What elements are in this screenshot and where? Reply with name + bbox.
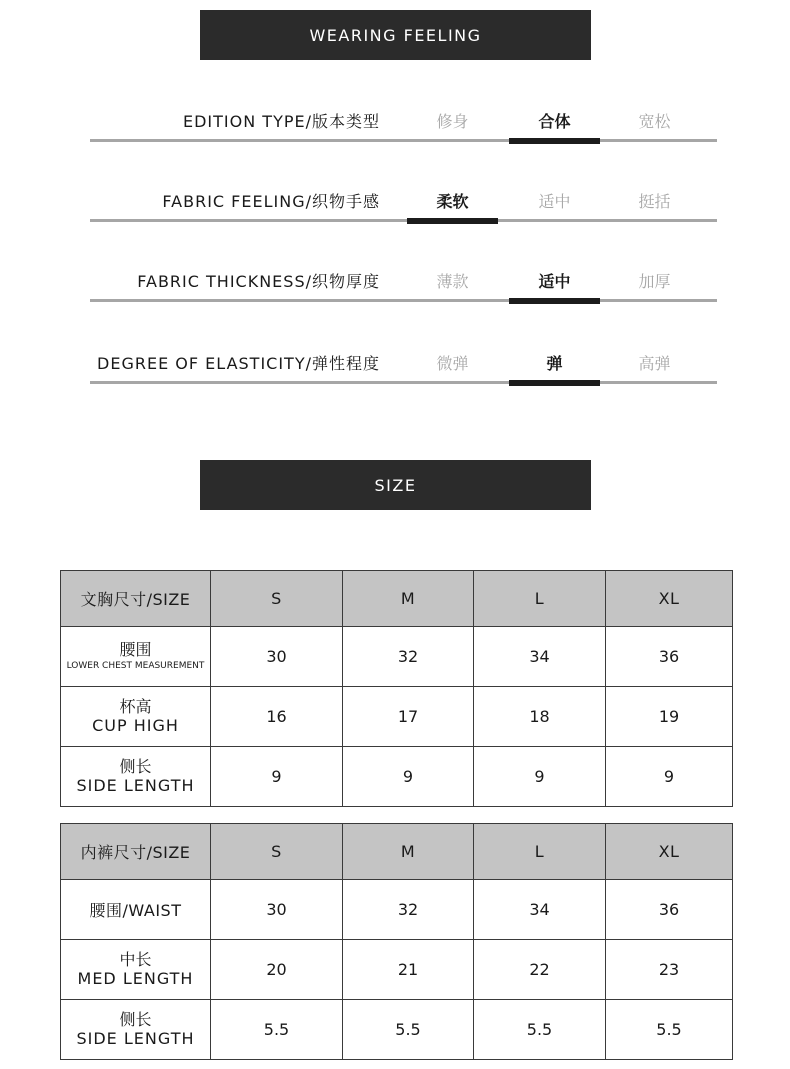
table-row — [61, 880, 733, 940]
size-value-cell: 5.5 — [211, 1000, 343, 1060]
measurement-label-zh: 中长 — [119, 949, 152, 969]
feeling-row — [90, 182, 717, 222]
size-value-cell: 9 — [343, 747, 474, 807]
size-value-cell: 30 — [211, 880, 343, 940]
size-column-header: S — [211, 824, 343, 880]
table-row — [61, 747, 733, 807]
feeling-row-label: FABRIC FEELING/织物手感 — [162, 192, 380, 211]
size-value-cell: 20 — [211, 940, 343, 1000]
feeling-row — [90, 102, 717, 142]
panty-size-table — [60, 823, 733, 1060]
measurement-label — [61, 1000, 211, 1060]
feeling-selected-marker — [509, 380, 600, 386]
size-value-cell: 9 — [474, 747, 606, 807]
size-column-header: XL — [606, 571, 733, 627]
size-banner — [200, 460, 591, 510]
table-row — [61, 687, 733, 747]
feeling-option-selected: 合体 — [538, 112, 571, 131]
wearing-feeling-title: WEARING FEELING — [309, 25, 482, 45]
feeling-row — [90, 262, 717, 302]
table-header-row — [61, 824, 733, 880]
feeling-row-label: DEGREE OF ELASTICITY/弹性程度 — [97, 354, 380, 373]
feeling-option: 薄款 — [436, 272, 469, 291]
size-value-cell: 36 — [606, 627, 733, 687]
size-value-cell: 16 — [211, 687, 343, 747]
feeling-scale-line — [90, 299, 717, 302]
measurement-label-en: MED LENGTH — [77, 968, 194, 988]
measurement-label — [61, 687, 211, 747]
feeling-selected-marker — [509, 138, 600, 144]
size-value-cell: 36 — [606, 880, 733, 940]
size-value-cell: 19 — [606, 687, 733, 747]
feeling-selected-marker — [407, 218, 498, 224]
size-column-header: S — [211, 571, 343, 627]
feeling-option: 加厚 — [638, 272, 671, 291]
feeling-option-selected: 弹 — [546, 354, 563, 373]
size-value-cell: 32 — [343, 627, 474, 687]
wearing-feeling-banner — [200, 10, 591, 60]
feeling-scale-line — [90, 381, 717, 384]
feeling-option: 微弹 — [436, 354, 469, 373]
measurement-label — [61, 940, 211, 1000]
feeling-option: 宽松 — [638, 112, 671, 131]
measurement-label-en: SIDE LENGTH — [76, 775, 195, 795]
size-value-cell: 9 — [606, 747, 733, 807]
feeling-option-selected: 适中 — [538, 272, 571, 291]
size-value-cell: 9 — [211, 747, 343, 807]
measurement-label-zh: 侧长 — [119, 756, 152, 776]
size-column-header: L — [474, 571, 606, 627]
table-row — [61, 940, 733, 1000]
size-value-cell: 34 — [474, 880, 606, 940]
size-value-cell: 5.5 — [606, 1000, 733, 1060]
feeling-option: 修身 — [436, 112, 469, 131]
bra-size-table — [60, 570, 733, 807]
measurement-label-en: LOWER CHEST MEASUREMENT — [66, 660, 205, 671]
feeling-row-label: FABRIC THICKNESS/织物厚度 — [137, 272, 380, 291]
measurement-label-text: 腰围/WAIST — [89, 901, 182, 920]
size-value-cell: 23 — [606, 940, 733, 1000]
size-column-header: M — [343, 571, 474, 627]
size-value-cell: 22 — [474, 940, 606, 1000]
size-column-header: M — [343, 824, 474, 880]
feeling-option-selected: 柔软 — [436, 192, 469, 211]
feeling-scale-line — [90, 139, 717, 142]
size-value-cell: 18 — [474, 687, 606, 747]
measurement-label-zh: 腰围 — [119, 639, 152, 659]
size-value-cell: 17 — [343, 687, 474, 747]
feeling-option: 挺括 — [638, 192, 671, 211]
measurement-label — [61, 627, 211, 687]
size-column-header: L — [474, 824, 606, 880]
measurement-label — [61, 880, 211, 940]
size-value-cell: 30 — [211, 627, 343, 687]
table-header-title: 文胸尺寸/SIZE — [61, 571, 211, 627]
feeling-option: 适中 — [538, 192, 571, 211]
size-value-cell: 5.5 — [474, 1000, 606, 1060]
table-header-row — [61, 571, 733, 627]
measurement-label-zh: 侧长 — [119, 1009, 152, 1029]
size-value-cell: 32 — [343, 880, 474, 940]
table-header-title: 内裤尺寸/SIZE — [61, 824, 211, 880]
measurement-label-en: CUP HIGH — [92, 715, 179, 735]
measurement-label-en: SIDE LENGTH — [76, 1028, 195, 1048]
feeling-row-label: EDITION TYPE/版本类型 — [183, 112, 380, 131]
size-value-cell: 34 — [474, 627, 606, 687]
size-title: SIZE — [374, 475, 417, 495]
size-column-header: XL — [606, 824, 733, 880]
feeling-row — [90, 344, 717, 384]
feeling-option: 高弹 — [638, 354, 671, 373]
feeling-scale-line — [90, 219, 717, 222]
feeling-selected-marker — [509, 298, 600, 304]
table-row — [61, 627, 733, 687]
table-row — [61, 1000, 733, 1060]
measurement-label — [61, 747, 211, 807]
size-value-cell: 5.5 — [343, 1000, 474, 1060]
size-value-cell: 21 — [343, 940, 474, 1000]
measurement-label-zh: 杯高 — [119, 696, 152, 716]
